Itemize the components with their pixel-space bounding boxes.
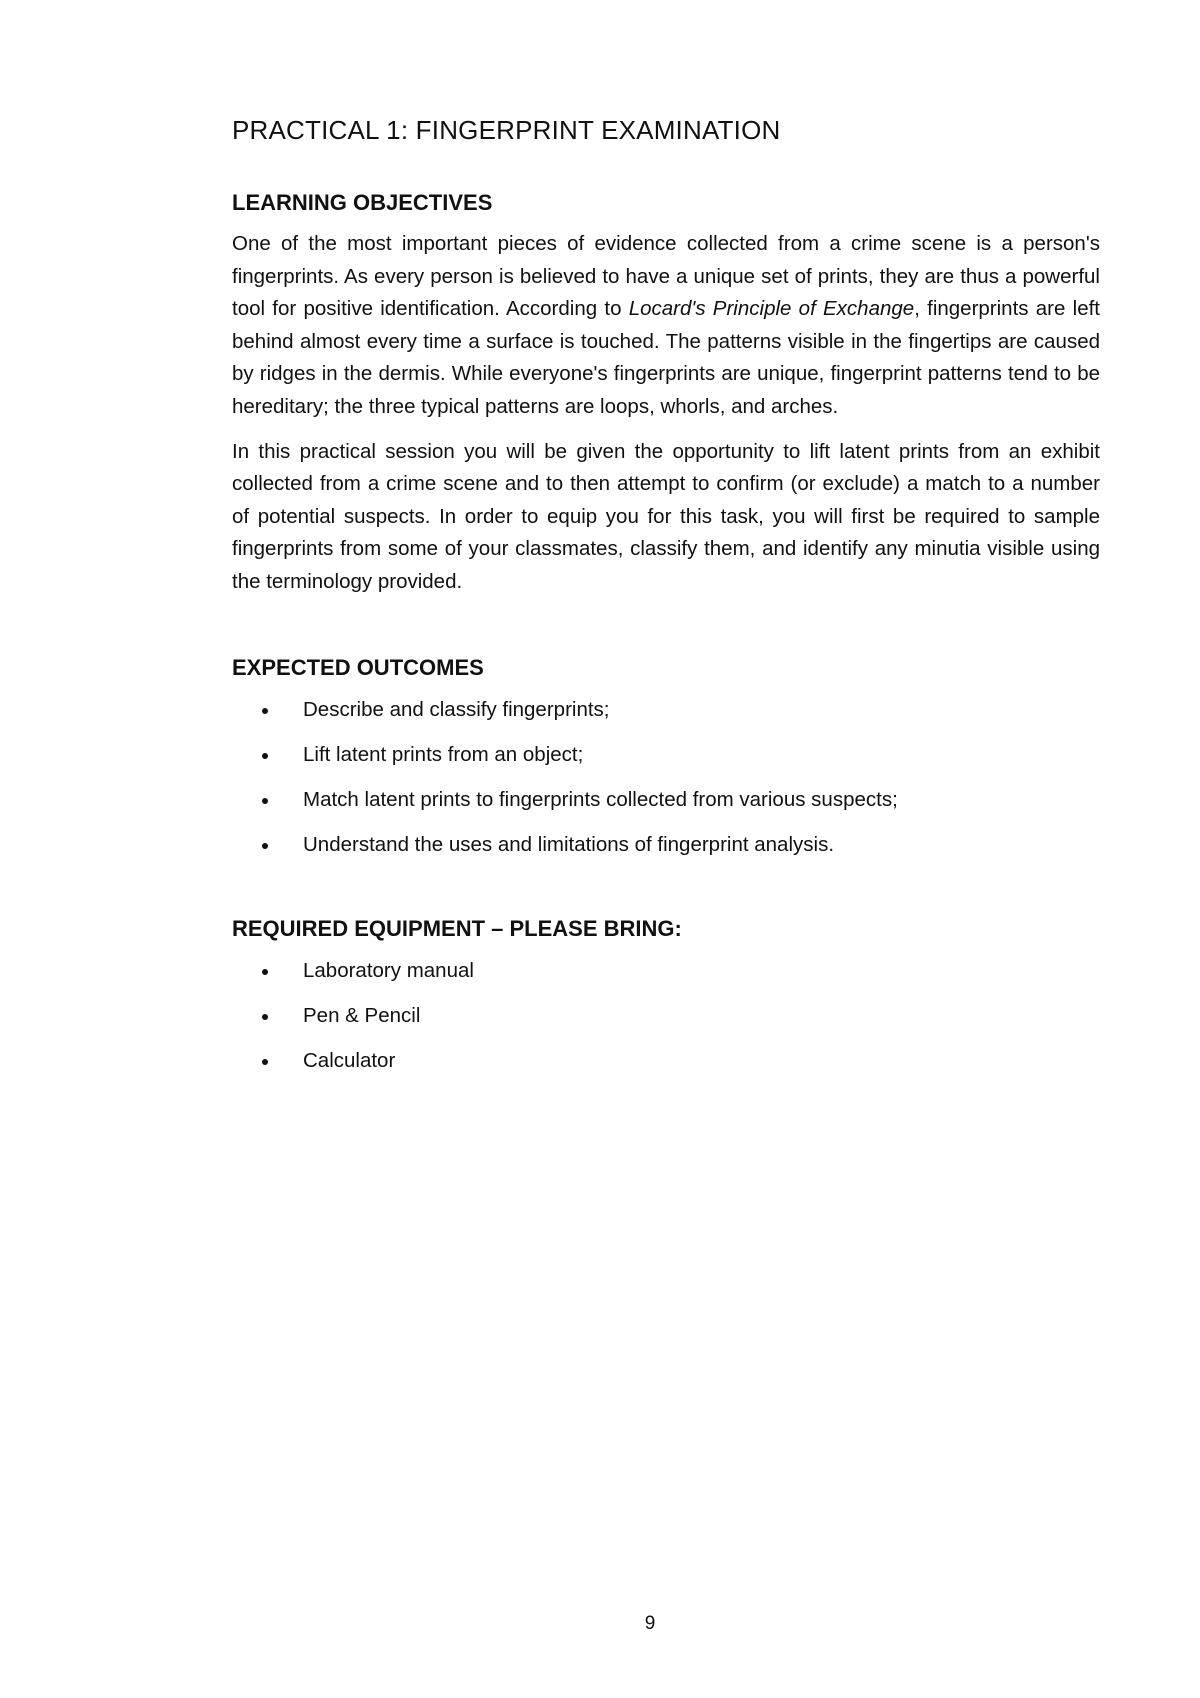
list-item xyxy=(232,956,1100,986)
document-title: PRACTICAL 1: FINGERPRINT EXAMINATION xyxy=(232,115,781,145)
bullet-icon xyxy=(262,1059,268,1065)
list-item-text: Understand the uses and limitations of fingerprint analysis. xyxy=(303,832,835,856)
list-item-text: Calculator xyxy=(303,1048,396,1072)
list-item xyxy=(232,1001,1100,1031)
page-content xyxy=(232,112,1100,1091)
bullet-icon xyxy=(262,753,268,759)
expected-outcomes-list xyxy=(232,695,1100,860)
required-equipment-heading: REQUIRED EQUIPMENT – PLEASE BRING: xyxy=(232,915,682,941)
expected-outcomes-heading: EXPECTED OUTCOMES xyxy=(232,654,484,680)
list-item-text: Lift latent prints from an object; xyxy=(303,742,584,766)
bullet-icon xyxy=(262,969,268,975)
list-item xyxy=(232,740,1100,770)
bullet-icon xyxy=(262,798,268,804)
list-item-text: Pen & Pencil xyxy=(303,1003,421,1027)
page-number: 9 xyxy=(644,1613,656,1634)
required-equipment-list xyxy=(232,956,1100,1076)
list-item xyxy=(232,830,1100,860)
paragraph-1-text-start: One of the most important pieces of evidence collected from a crime scene is a person's fingerprints. As every person is believed to have a unique set of prints, they are thus a powerful tool for positive identification. According to xyxy=(232,232,1100,321)
learning-objectives-heading: LEARNING OBJECTIVES xyxy=(232,190,493,215)
list-item xyxy=(232,695,1100,725)
list-item xyxy=(232,785,1100,815)
list-item-text: Laboratory manual xyxy=(303,958,474,982)
list-item-text: Match latent prints to fingerprints collected from various suspects; xyxy=(303,787,898,811)
bullet-icon xyxy=(262,1014,268,1020)
locard-principle-term: Locard's Principle of Exchange xyxy=(628,297,915,321)
bullet-icon xyxy=(262,708,268,714)
learning-objectives-paragraph-2: In this practical session you will be given the opportunity to lift latent prints from an exhibit collected from a crime scene and to then attempt to confirm (or exclude) a match to a number of potential suspects. In order to equip you for this task, you will first be required to sample fingerprints from some of your classmates, classify them, and identify any minutia visible using the terminology provided. xyxy=(232,439,1100,593)
list-item xyxy=(232,1046,1100,1076)
list-item-text: Describe and classify fingerprints; xyxy=(303,697,610,721)
paragraph-1-text-end: , fingerprints are left behind almost every time a surface is touched. The patterns visible in the fingertips are caused by ridges in the dermis. While everyone's fingerprints are unique, fingerprint patterns tend to be hereditary; the three typical patterns are loops, whorls, and arches. xyxy=(232,297,1100,418)
learning-objectives-paragraph-1 xyxy=(232,228,1100,424)
bullet-icon xyxy=(262,843,268,849)
